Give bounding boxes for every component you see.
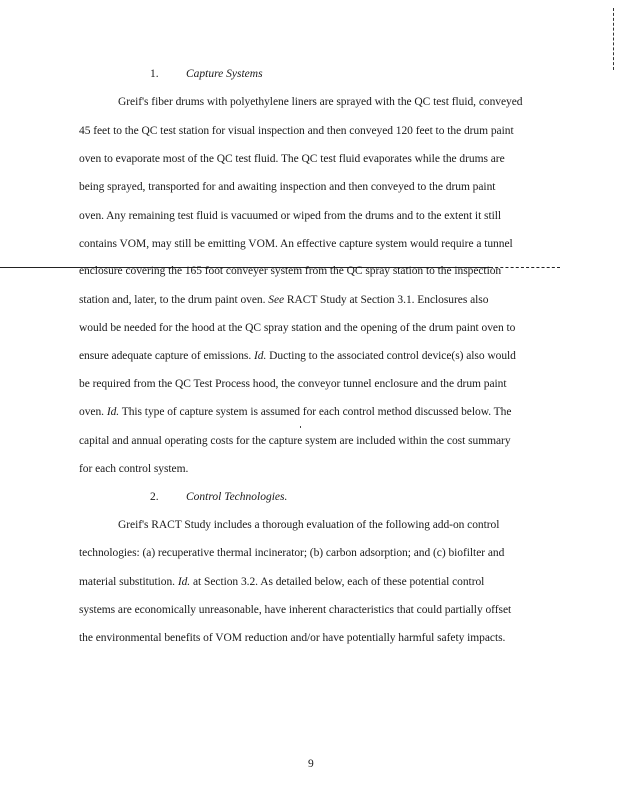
line-text: at Section 3.2. As detailed below, each of these potential control: [190, 576, 485, 588]
paragraph-line: systems are economically unreasonable, have inherent characteristics that could partially offset: [79, 604, 512, 616]
line-text: oven.: [79, 406, 104, 418]
paragraph-line: be required from the QC Test Process hood, the conveyor tunnel enclosure and the drum paint: [79, 378, 507, 390]
citation-id: Id.: [106, 406, 120, 418]
paragraph-line: 45 feet to the QC test station for visual inspection and then conveyed 120 feet to the drum paint: [79, 125, 514, 137]
paragraph-line: [79, 294, 488, 306]
section-number: 2.: [150, 491, 159, 503]
section-heading-capture-systems: [150, 68, 263, 80]
paragraph-line: contains VOM, may still be emitting VOM. An effective capture system would require a tunnel: [79, 238, 513, 250]
paragraph-line: [79, 406, 511, 418]
line-text: ensure adequate capture of emissions.: [79, 350, 252, 362]
page-number: 9: [308, 758, 314, 770]
paragraph-line: technologies: (a) recuperative thermal incinerator; (b) carbon adsorption; and (c) biofilter and: [79, 547, 505, 559]
paragraph-line: enclosure covering the 165 foot conveyer system from the QC spray station to the inspection: [79, 265, 502, 277]
line-text: Ducting to the associated control device(s) also would: [266, 350, 516, 362]
paragraph-line: oven. Any remaining test fluid is vacuumed or wiped from the drums and to the extent it still: [79, 210, 502, 222]
citation-id: Id.: [177, 576, 191, 588]
paragraph-line: capital and annual operating costs for the capture system are included within the cost summary: [79, 435, 511, 447]
section-title: Control Technologies.: [186, 491, 288, 503]
paragraph-line: the environmental benefits of VOM reduction and/or have potentially harmful safety impacts.: [79, 632, 506, 644]
citation-id: Id.: [254, 350, 267, 362]
line-text: RACT Study at Section 3.1. Enclosures also: [284, 294, 489, 306]
paragraph-line: for each control system.: [79, 463, 189, 475]
scan-speck: [300, 426, 301, 428]
paragraph-line: [79, 350, 516, 362]
line-text: This type of capture system is assumed for each control method discussed below. The: [119, 406, 512, 418]
paragraph-line: [79, 576, 484, 588]
paragraph-line: would be needed for the hood at the QC spray station and the opening of the drum paint oven to: [79, 322, 516, 334]
paragraph-line: being sprayed, transported for and awaiting inspection and then conveyed to the drum paint: [79, 181, 496, 193]
paragraph-line: Greif's fiber drums with polyethylene liners are sprayed with the QC test fluid, conveyed: [118, 96, 523, 108]
section-number: 1.: [150, 68, 159, 80]
paragraph-line: oven to evaporate most of the QC test fluid. The QC test fluid evaporates while the drums are: [79, 153, 505, 165]
line-text: material substitution.: [79, 576, 175, 588]
paragraph-line: Greif's RACT Study includes a thorough evaluation of the following add-on control: [118, 519, 500, 531]
scan-edge-mark: [613, 8, 614, 70]
citation-see: See: [268, 294, 285, 306]
section-heading-control-technologies: [150, 491, 287, 503]
section-title: Capture Systems: [186, 68, 263, 80]
line-text: station and, later, to the drum paint oven.: [79, 294, 266, 306]
